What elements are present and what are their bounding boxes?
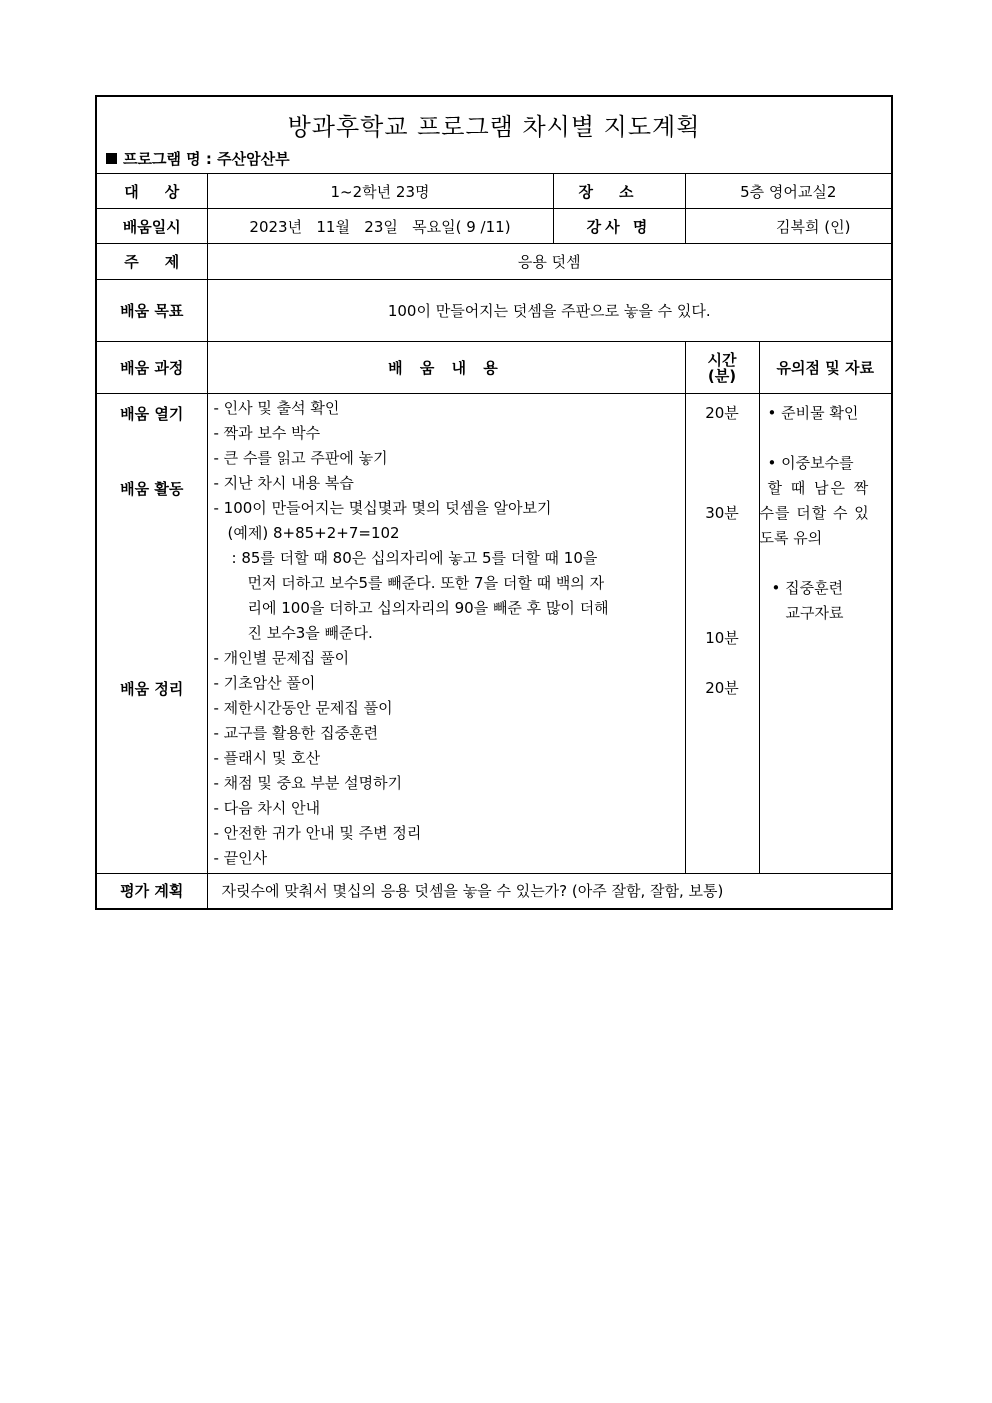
content-line: - 교구를 활용한 집중훈련 — [213, 724, 379, 742]
document-title: 방과후학교 프로그램 차시별 지도계획 — [287, 113, 701, 141]
topic-label: 주제 — [96, 244, 207, 280]
goal-label: 배움 목표 — [96, 280, 207, 342]
goal-value: 100이 만들어지는 덧셈을 주판으로 놓을 수 있다. — [207, 280, 892, 342]
content-line: - 짝과 보수 박수 — [213, 424, 321, 442]
notes-column — [759, 394, 892, 874]
content-line: : 85를 더할 때 80은 십의자리에 놓고 5를 더할 때 10을 — [231, 549, 598, 567]
stage-activity: 배움 활동 — [120, 480, 184, 498]
time-value: 30분 — [705, 504, 739, 522]
topic-value: 응용 덧셈 — [207, 244, 892, 280]
content-line: 리에 100을 더하고 십의자리의 90을 빼준 후 많이 더해 — [247, 599, 609, 617]
content-line: - 큰 수를 읽고 주판에 놓기 — [213, 449, 388, 467]
program-name: 프로그램 명 : 주산암산부 — [123, 150, 290, 168]
content-column — [207, 394, 685, 874]
content-line: - 개인별 문제집 풀이 — [213, 649, 350, 667]
time-value: 20분 — [705, 404, 739, 422]
evaluation-value: 자릿수에 맞춰서 몇십의 응용 덧셈을 놓을 수 있는가? (아주 잘함, 잘함, 보통) — [207, 874, 892, 909]
content-line: - 채점 및 중요 부분 설명하기 — [213, 774, 403, 792]
stage-opening: 배움 열기 — [120, 405, 184, 423]
note-item: 도록 유의 — [759, 529, 823, 547]
time-column — [685, 394, 759, 874]
content-line: - 다음 차시 안내 — [213, 799, 321, 817]
time-value: 20분 — [705, 679, 739, 697]
content-line: - 제한시간동안 문제집 풀이 — [213, 699, 393, 717]
teacher-label: 강사 명 — [553, 209, 685, 244]
process-time-header — [685, 342, 759, 394]
content-line: - 끝인사 — [213, 849, 268, 867]
content-line: - 기초암산 풀이 — [213, 674, 316, 692]
teacher-value: 김복희 (인) — [685, 209, 892, 244]
content-line: - 지난 차시 내용 복습 — [213, 474, 354, 492]
place-value: 5층 영어교실2 — [685, 174, 892, 209]
content-line: 먼저 더하고 보수5를 빼준다. 또한 7을 더할 때 백의 자 — [247, 574, 605, 592]
note-item: 교구자료 — [785, 604, 844, 622]
note-item: • 준비물 확인 — [767, 404, 859, 422]
program-name-row — [106, 148, 290, 169]
content-line: - 플래시 및 호산 — [213, 749, 321, 767]
content-line: - 인사 및 출석 확인 — [213, 399, 340, 417]
place-label: 장소 — [553, 174, 685, 209]
header-cell — [96, 96, 892, 174]
content-line: 진 보수3을 빼준다. — [247, 624, 373, 642]
time-value: 10분 — [705, 629, 739, 647]
square-bullet-icon — [106, 153, 117, 164]
note-item: 수를 더할 수 있 — [759, 504, 870, 522]
time-header-line2: (분) — [707, 366, 737, 385]
evaluation-label: 평가 계획 — [96, 874, 207, 909]
target-label: 대상 — [96, 174, 207, 209]
process-notes-header: 유의점 및 자료 — [759, 342, 892, 394]
note-item: 할 때 남은 짝 — [767, 479, 871, 497]
date-value: 2023년 11월 23일 목요일( 9 /11) — [207, 209, 553, 244]
lesson-plan-document — [95, 95, 891, 910]
process-stage-header: 배움 과정 — [96, 342, 207, 394]
lesson-plan-table — [95, 95, 893, 910]
target-value: 1~2학년 23명 — [207, 174, 553, 209]
content-line: - 100이 만들어지는 몇십몇과 몇의 덧셈을 알아보기 — [213, 499, 552, 517]
time-header-line1: 시간 — [707, 350, 737, 369]
note-item: • 집중훈련 — [771, 579, 844, 597]
stage-closing: 배움 정리 — [120, 680, 184, 698]
stage-column — [96, 394, 207, 874]
content-line: - 안전한 귀가 안내 및 주변 정리 — [213, 824, 422, 842]
date-label: 배움일시 — [96, 209, 207, 244]
process-content-header: 배 움 내 용 — [207, 342, 685, 394]
note-item: • 이중보수를 — [767, 454, 854, 472]
content-line: (예제) 8+85+2+7=102 — [227, 524, 400, 542]
